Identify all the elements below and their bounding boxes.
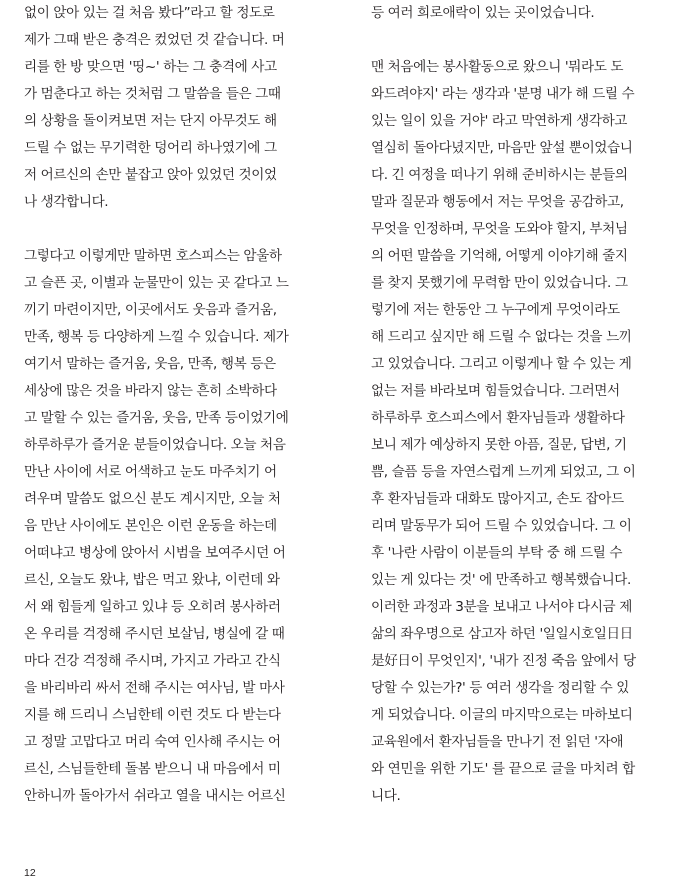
text-line: 무엇을 인정하며, 무엇을 도와야 할지, 부처님	[371, 221, 628, 237]
text-line: 온 우리를 걱정해 주시던 보살님, 병실에 갈 때	[24, 626, 285, 642]
text-line: 보니 제가 예상하지 못한 아픔, 질문, 답변, 기	[371, 437, 627, 453]
left-column	[24, 0, 324, 810]
text-line: 교육원에서 환자님들을 만나기 전 읽던 '자애	[371, 734, 624, 750]
text-line: 삶의 좌우명으로 삼고자 하던 '일일시호일日日	[371, 626, 633, 642]
text-line: 르신, 스님들한테 돌봄 받으니 내 마음에서 미	[24, 761, 281, 777]
text-line: 있는 게 있다는 것' 에 만족하고 행복했습니다.	[371, 572, 631, 588]
text-line: 게 되었습니다. 이글의 마지막으로는 마하보디	[371, 707, 633, 723]
text-line: 만난 사이에 서로 어색하고 눈도 마주치기 어	[24, 464, 277, 480]
text-line: 하루하루 호스피스에서 환자님들과 생활하다	[371, 410, 625, 426]
right-paragraph-1	[371, 0, 671, 27]
text-line: 와드려야지' 라는 생각과 '분명 내가 해 드릴 수	[371, 86, 635, 102]
text-line: 지를 해 드리니 스님한테 이런 것도 다 받는다	[24, 707, 281, 723]
text-line: 르신, 오늘도 왔냐, 밥은 먹고 왔냐, 이런데 와	[24, 572, 280, 588]
text-line: 하루하루가 즐거운 분들이었습니다. 오늘 처음	[24, 437, 286, 453]
paragraph-gap	[371, 27, 671, 54]
text-line: 서 왜 힘들게 일하고 있냐 등 오히려 봉사하러	[24, 599, 281, 615]
text-line: 고 슬픈 곳, 이별과 눈물만이 있는 곳 같다고 느	[24, 275, 289, 291]
page-number: 12	[24, 867, 36, 879]
text-line: 와 연민을 위한 기도' 를 끝으로 글을 마치려 합	[371, 761, 635, 777]
text-line: 만족, 행복 등 다양하게 느낄 수 있습니다. 제가	[24, 329, 289, 345]
text-line: 어떠냐고 병상에 앉아서 시범을 보여주시던 어	[24, 545, 286, 561]
text-line: 드릴 수 없는 무기력한 덩어리 하나였기에 그	[24, 140, 277, 156]
text-line: 니다.	[371, 788, 401, 804]
text-line: 열심히 돌아다녔지만, 마음만 앞설 뿐이었습니	[371, 140, 633, 156]
text-line: 是好日이 무엇인지', '내가 진정 죽음 앞에서 당	[371, 653, 636, 669]
text-line: 해 드리고 싶지만 해 드릴 수 없다는 것을 느끼	[371, 329, 632, 345]
text-line: 맨 처음에는 봉사활동으로 왔으니 '뭐라도 도	[371, 59, 624, 75]
text-line: 등 여러 희로애락이 있는 곳이었습니다.	[371, 5, 595, 21]
text-line: 없이 앉아 있는 걸 처음 봤다”라고 할 정도로	[24, 5, 275, 21]
left-paragraph-1	[24, 0, 324, 216]
text-line: 고 있었습니다. 그리고 이렇게나 할 수 있는 게	[371, 356, 632, 372]
text-line: 렇기에 저는 한동안 그 누구에게 무엇이라도	[371, 302, 620, 318]
text-line: 없는 저를 바라보며 힘들었습니다. 그러면서	[371, 383, 620, 399]
text-line: 의 어떤 말씀을 기억해, 어떻게 이야기해 줄지	[371, 248, 628, 264]
text-line: 려우며 말씀도 없으신 분도 계시지만, 오늘 처	[24, 491, 281, 507]
text-line: 있는 일이 있을 거야' 라고 막연하게 생각하고	[371, 113, 628, 129]
paragraph-gap	[24, 216, 324, 243]
text-line: 끼기 마련이지만, 이곳에서도 웃음과 즐거움,	[24, 302, 277, 318]
text-line: 음 만난 사이에도 본인은 이런 운동을 하는데	[24, 518, 277, 534]
text-line: 고 말할 수 있는 즐거움, 웃음, 만족 등이었기에	[24, 410, 289, 426]
text-line: 저 어르신의 손만 붙잡고 앉아 있었던 것이었	[24, 167, 277, 183]
left-paragraph-2	[24, 243, 324, 810]
text-line: 후 '나란 사람이 이분들의 부탁 중 해 드릴 수	[371, 545, 623, 561]
text-line: 그렇다고 이렇게만 말하면 호스피스는 암울하	[24, 248, 282, 264]
text-line: 의 상황을 돌이켜보면 저는 단지 아무것도 해	[24, 113, 277, 129]
text-line: 고 정말 고맙다고 머리 숙여 인사해 주시는 어	[24, 734, 281, 750]
text-line: 당할 수 있는가?' 등 여러 생각을 정리할 수 있	[371, 680, 629, 696]
text-line: 후 환자님들과 대화도 많아지고, 손도 잡아드	[371, 491, 624, 507]
text-line: 마다 건강 걱정해 주시며, 가지고 가라고 간식	[24, 653, 281, 669]
text-line: 를 찾지 못했기에 무력함 만이 있었습니다. 그	[371, 275, 628, 291]
text-line: 제가 그때 받은 충격은 컸었던 것 같습니다. 머	[24, 32, 285, 48]
text-line: 을 바리바리 싸서 전해 주시는 여사님, 발 마사	[24, 680, 285, 696]
right-paragraph-2	[371, 54, 671, 810]
text-line: 리며 말동무가 되어 드릴 수 있었습니다. 그 이	[371, 518, 632, 534]
text-line: 가 멈춘다고 하는 것처럼 그 말씀을 들은 그때	[24, 86, 281, 102]
text-line: 다. 긴 여정을 떠나기 위해 준비하시는 분들의	[371, 167, 628, 183]
text-line: 리를 한 방 맞으면 '띵~' 하는 그 충격에 사고	[24, 59, 277, 75]
text-line: 안하니까 돌아가서 쉬라고 열을 내시는 어르신	[24, 788, 286, 804]
text-line: 이러한 과정과 3분을 보내고 나서야 다시금 제	[371, 599, 632, 615]
text-line: 세상에 많은 것을 바라지 않는 흔히 소박하다	[24, 383, 277, 399]
text-line: 나 생각합니다.	[24, 194, 109, 210]
right-column	[371, 0, 671, 810]
text-line: 쁨, 슬픔 등을 자연스럽게 느끼게 되었고, 그 이	[371, 464, 636, 480]
text-line: 여기서 말하는 즐거움, 웃음, 만족, 행복 등은	[24, 356, 276, 372]
text-line: 말과 질문과 행동에서 저는 무엇을 공감하고,	[371, 194, 624, 210]
